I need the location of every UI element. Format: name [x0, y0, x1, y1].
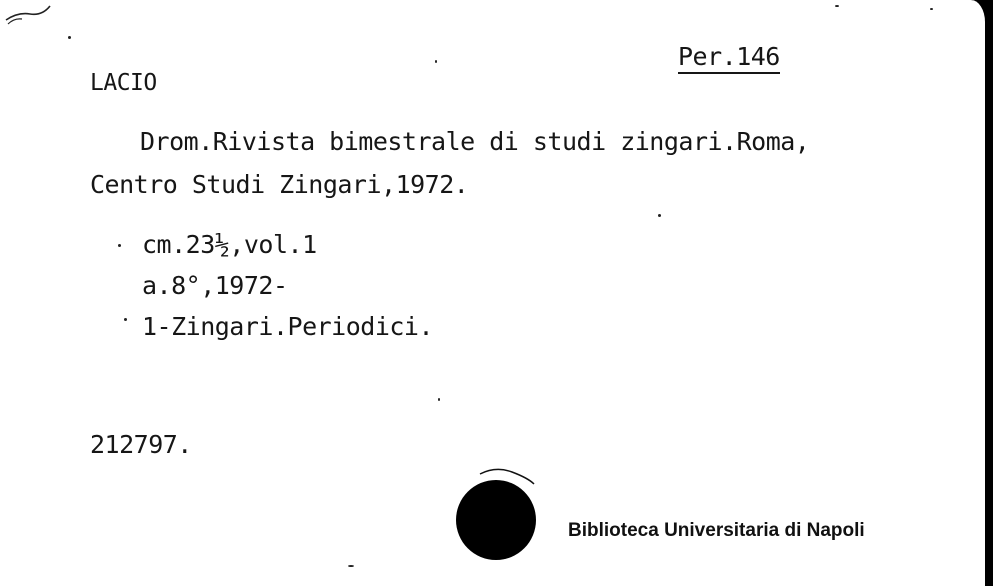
paper-speck	[435, 60, 437, 63]
accession-number: 212797.	[90, 430, 192, 459]
paper-speck	[68, 36, 71, 39]
stamp-ink-smudge	[478, 464, 538, 488]
corner-ink-mark	[4, 2, 54, 26]
library-stamp-text: Biblioteca Universitaria di Napoli	[568, 520, 865, 541]
description-line-2: Centro Studi Zingari,1972.	[90, 170, 469, 199]
paper-speck	[124, 318, 127, 321]
physical-description-line-2: a.8°,1972-	[142, 271, 288, 300]
card-heading: LACIO	[90, 70, 157, 96]
paper-speck	[118, 244, 121, 247]
description-line-1: Drom.Rivista bimestrale di studi zingari.Roma,	[140, 127, 810, 156]
physical-description-line-1: cm.23½,vol.1	[142, 230, 317, 259]
shelfmark: Per.146	[678, 44, 780, 74]
paper-speck	[930, 8, 933, 10]
library-stamp-seal	[456, 480, 536, 560]
paper-speck	[835, 5, 839, 7]
subject-heading: 1-Zingari.Periodici.	[142, 312, 434, 341]
paper-speck	[438, 398, 440, 401]
paper-speck	[658, 214, 661, 217]
paper-speck	[348, 565, 354, 567]
